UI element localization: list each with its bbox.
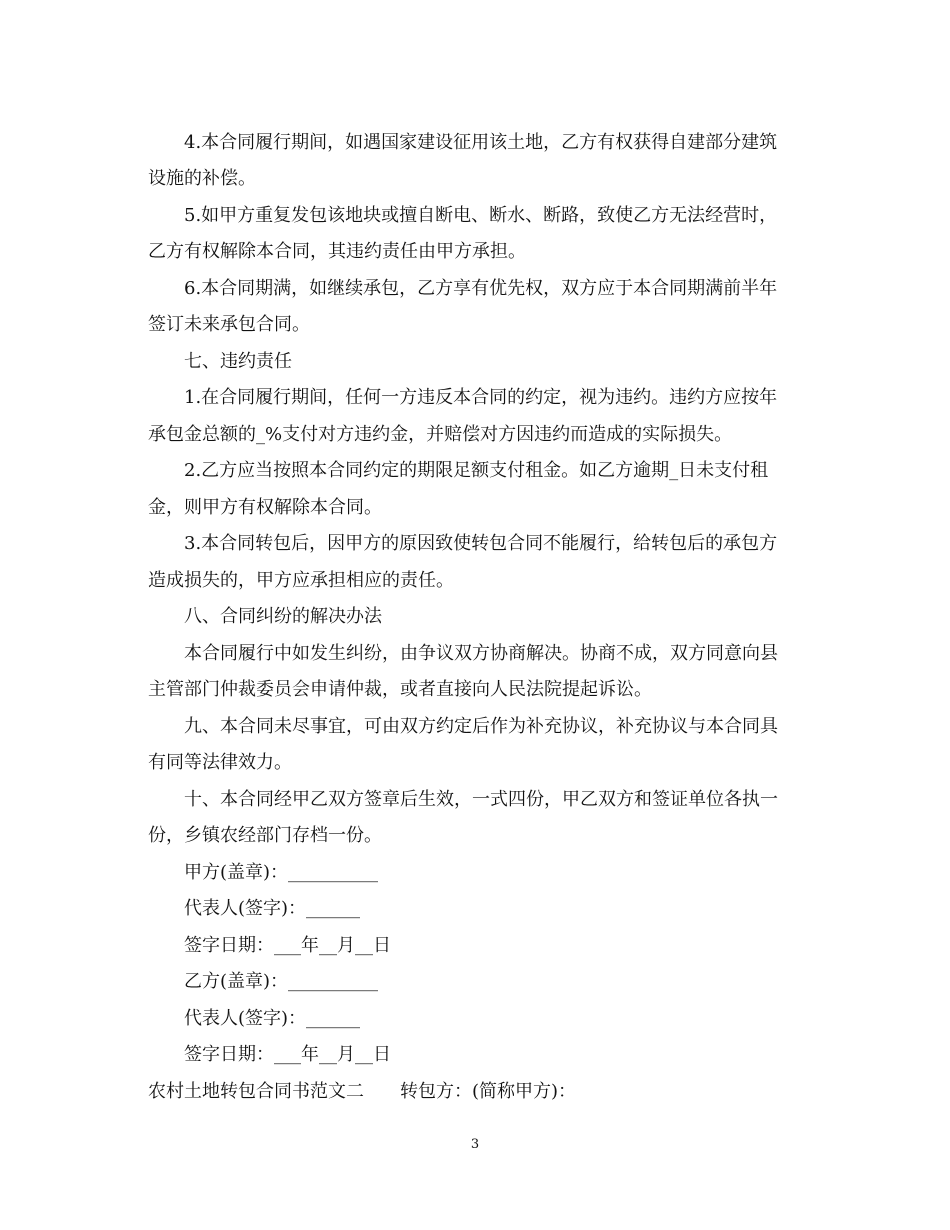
- party-a-sign-date-line: 签字日期：___年__月__日: [184, 935, 391, 956]
- clause-6-line-1: 6.本合同期满，如继续承包，乙方享有优先权，双方应于本合同期满前半年: [184, 278, 778, 299]
- clause-5-line-2: 乙方有权解除本合同，其违约责任由甲方承担。: [148, 241, 526, 262]
- party-a-seal-line: 甲方(盖章)：__________: [184, 862, 379, 883]
- liability-3-line-2: 造成损失的，甲方应承担相应的责任。: [148, 570, 454, 591]
- liability-1-line-1: 1.在合同履行期间，任何一方违反本合同的约定，视为违约。违约方应按年: [184, 387, 778, 408]
- clause-5-line-1: 5.如甲方重复发包该地块或擅自断电、断水、断路，致使乙方无法经营时，: [184, 205, 778, 226]
- sample-two-title-line: 农村土地转包合同书范文二 转包方：(简称甲方)：: [148, 1081, 577, 1102]
- clause-4-line-2: 设施的补偿。: [148, 168, 256, 189]
- page-number: 3: [470, 1137, 480, 1152]
- liability-2-line-1: 2.乙方应当按照本合同约定的期限足额支付租金。如乙方逾期_日未支付租: [184, 460, 769, 481]
- section-nine-line-2: 有同等法律效力。: [148, 752, 292, 773]
- disputes-line-2: 主管部门仲裁委员会申请仲裁，或者直接向人民法院提起诉讼。: [148, 679, 652, 700]
- section-heading-liability: 七、违约责任: [184, 351, 292, 372]
- party-b-seal-line: 乙方(盖章)：__________: [184, 971, 379, 992]
- clause-4-line-1: 4.本合同履行期间，如遇国家建设征用该土地，乙方有权获得自建部分建筑: [184, 132, 778, 153]
- party-b-representative-line: 代表人(签字)：______: [184, 1008, 361, 1029]
- section-heading-disputes: 八、合同纠纷的解决办法: [184, 606, 382, 627]
- disputes-line-1: 本合同履行中如发生纠纷，由争议双方协商解决。协商不成，双方同意向县: [184, 643, 778, 664]
- party-a-representative-line: 代表人(签字)：______: [184, 898, 361, 919]
- clause-6-line-2: 签订未来承包合同。: [148, 314, 310, 335]
- section-ten-line-2: 份，乡镇农经部门存档一份。: [148, 825, 382, 846]
- liability-2-line-2: 金，则甲方有权解除本合同。: [148, 497, 382, 518]
- section-ten-line-1: 十、本合同经甲乙双方签章后生效，一式四份，甲乙双方和签证单位各执一: [184, 789, 778, 810]
- section-nine-line-1: 九、本合同未尽事宜，可由双方约定后作为补充协议，补充协议与本合同具: [184, 716, 778, 737]
- liability-1-line-2: 承包金总额的_%支付对方违约金，并赔偿对方因违约而造成的实际损失。: [148, 424, 733, 445]
- liability-3-line-1: 3.本合同转包后，因甲方的原因致使转包合同不能履行，给转包后的承包方: [184, 533, 778, 554]
- party-b-sign-date-line: 签字日期：___年__月__日: [184, 1044, 391, 1065]
